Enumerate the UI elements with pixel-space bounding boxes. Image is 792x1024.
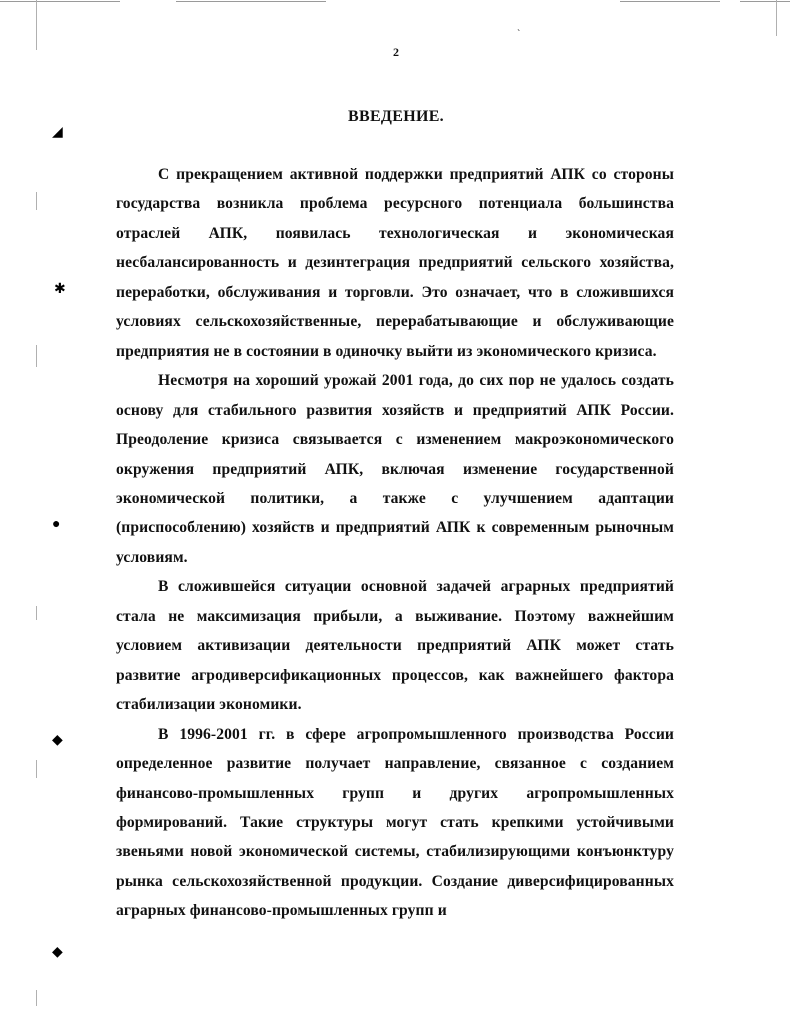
scan-top-rule-mid xyxy=(176,1,326,2)
punch-hole-mark-icon: ◆ xyxy=(52,733,63,748)
scan-top-rule-right xyxy=(620,1,720,2)
scan-left-edge-3 xyxy=(36,345,37,367)
paragraph-4: В 1996-2001 гг. в сфере агропромышленного производства России определенное развитие получает направление, связанное с созданием финансово-промышленных групп и других агропромышленных формирований. Такие структуры могут стать крепкими устойчивыми звеньями новой экономической системы, стабилизирующими конъюнктуру рынка сельскохозяйственной продукции. Создание диверсифицированных аграрных финансово-промышленных групп и xyxy=(116,725,674,920)
paragraph-3: В сложившейся ситуации основной задачей аграрных предприятий стала не максимизация прибыли, а выживание. Поэтому важнейшим условием активизации деятельности предприятий АПК может стать развитие агродиверсификационных процессов, как важнейшего фактора стабилизации экономики. xyxy=(116,578,674,714)
page-number: 2 xyxy=(393,45,399,59)
punch-hole-mark-icon: ◆ xyxy=(52,945,63,960)
scan-left-edge-2 xyxy=(36,192,37,210)
scan-right-edge xyxy=(776,0,777,36)
body-text xyxy=(116,160,674,926)
punch-hole-mark-icon: ✱ xyxy=(54,282,66,297)
scan-left-edge-1 xyxy=(36,0,37,50)
scan-left-edge-4 xyxy=(36,606,37,620)
punch-hole-mark-icon: ● xyxy=(52,517,61,532)
scan-left-edge-6 xyxy=(36,990,37,1006)
paragraph-1: С прекращением активной поддержки предприятий АПК со стороны государства возникла проблема ресурсного потенциала большинства отраслей АПК, появилась технологическая и экономическая несбалансированность и дезинтеграция предприятий сельского хозяйства, переработки, обслуживания и торговли. Это означает, что в сложившихся условиях сельскохозяйственные, перерабатывающие и обслуживающие предприятия не в состоянии в одиночку выйти из экономического кризиса. xyxy=(116,166,674,360)
paragraph-2: Несмотря на хороший урожай 2001 года, до сих пор не удалось создать основу для стабильного развития хозяйств и предприятий АПК России. Преодоление кризиса связывается с изменением макроэкономического окружения предприятий АПК, включая изменение государственной экономической политики, а также с улучшением адаптации (приспособлению) хозяйств и предприятий АПК к современным рыночным условиям. xyxy=(116,372,674,566)
section-heading: ВВЕДЕНИЕ. xyxy=(348,108,444,125)
punch-hole-mark-icon: ◢ xyxy=(52,125,63,140)
scan-top-rule-far-right xyxy=(740,1,790,2)
scan-speck-icon: ` xyxy=(517,29,521,40)
scan-top-rule-left xyxy=(0,1,120,2)
scan-left-edge-5 xyxy=(36,760,37,778)
